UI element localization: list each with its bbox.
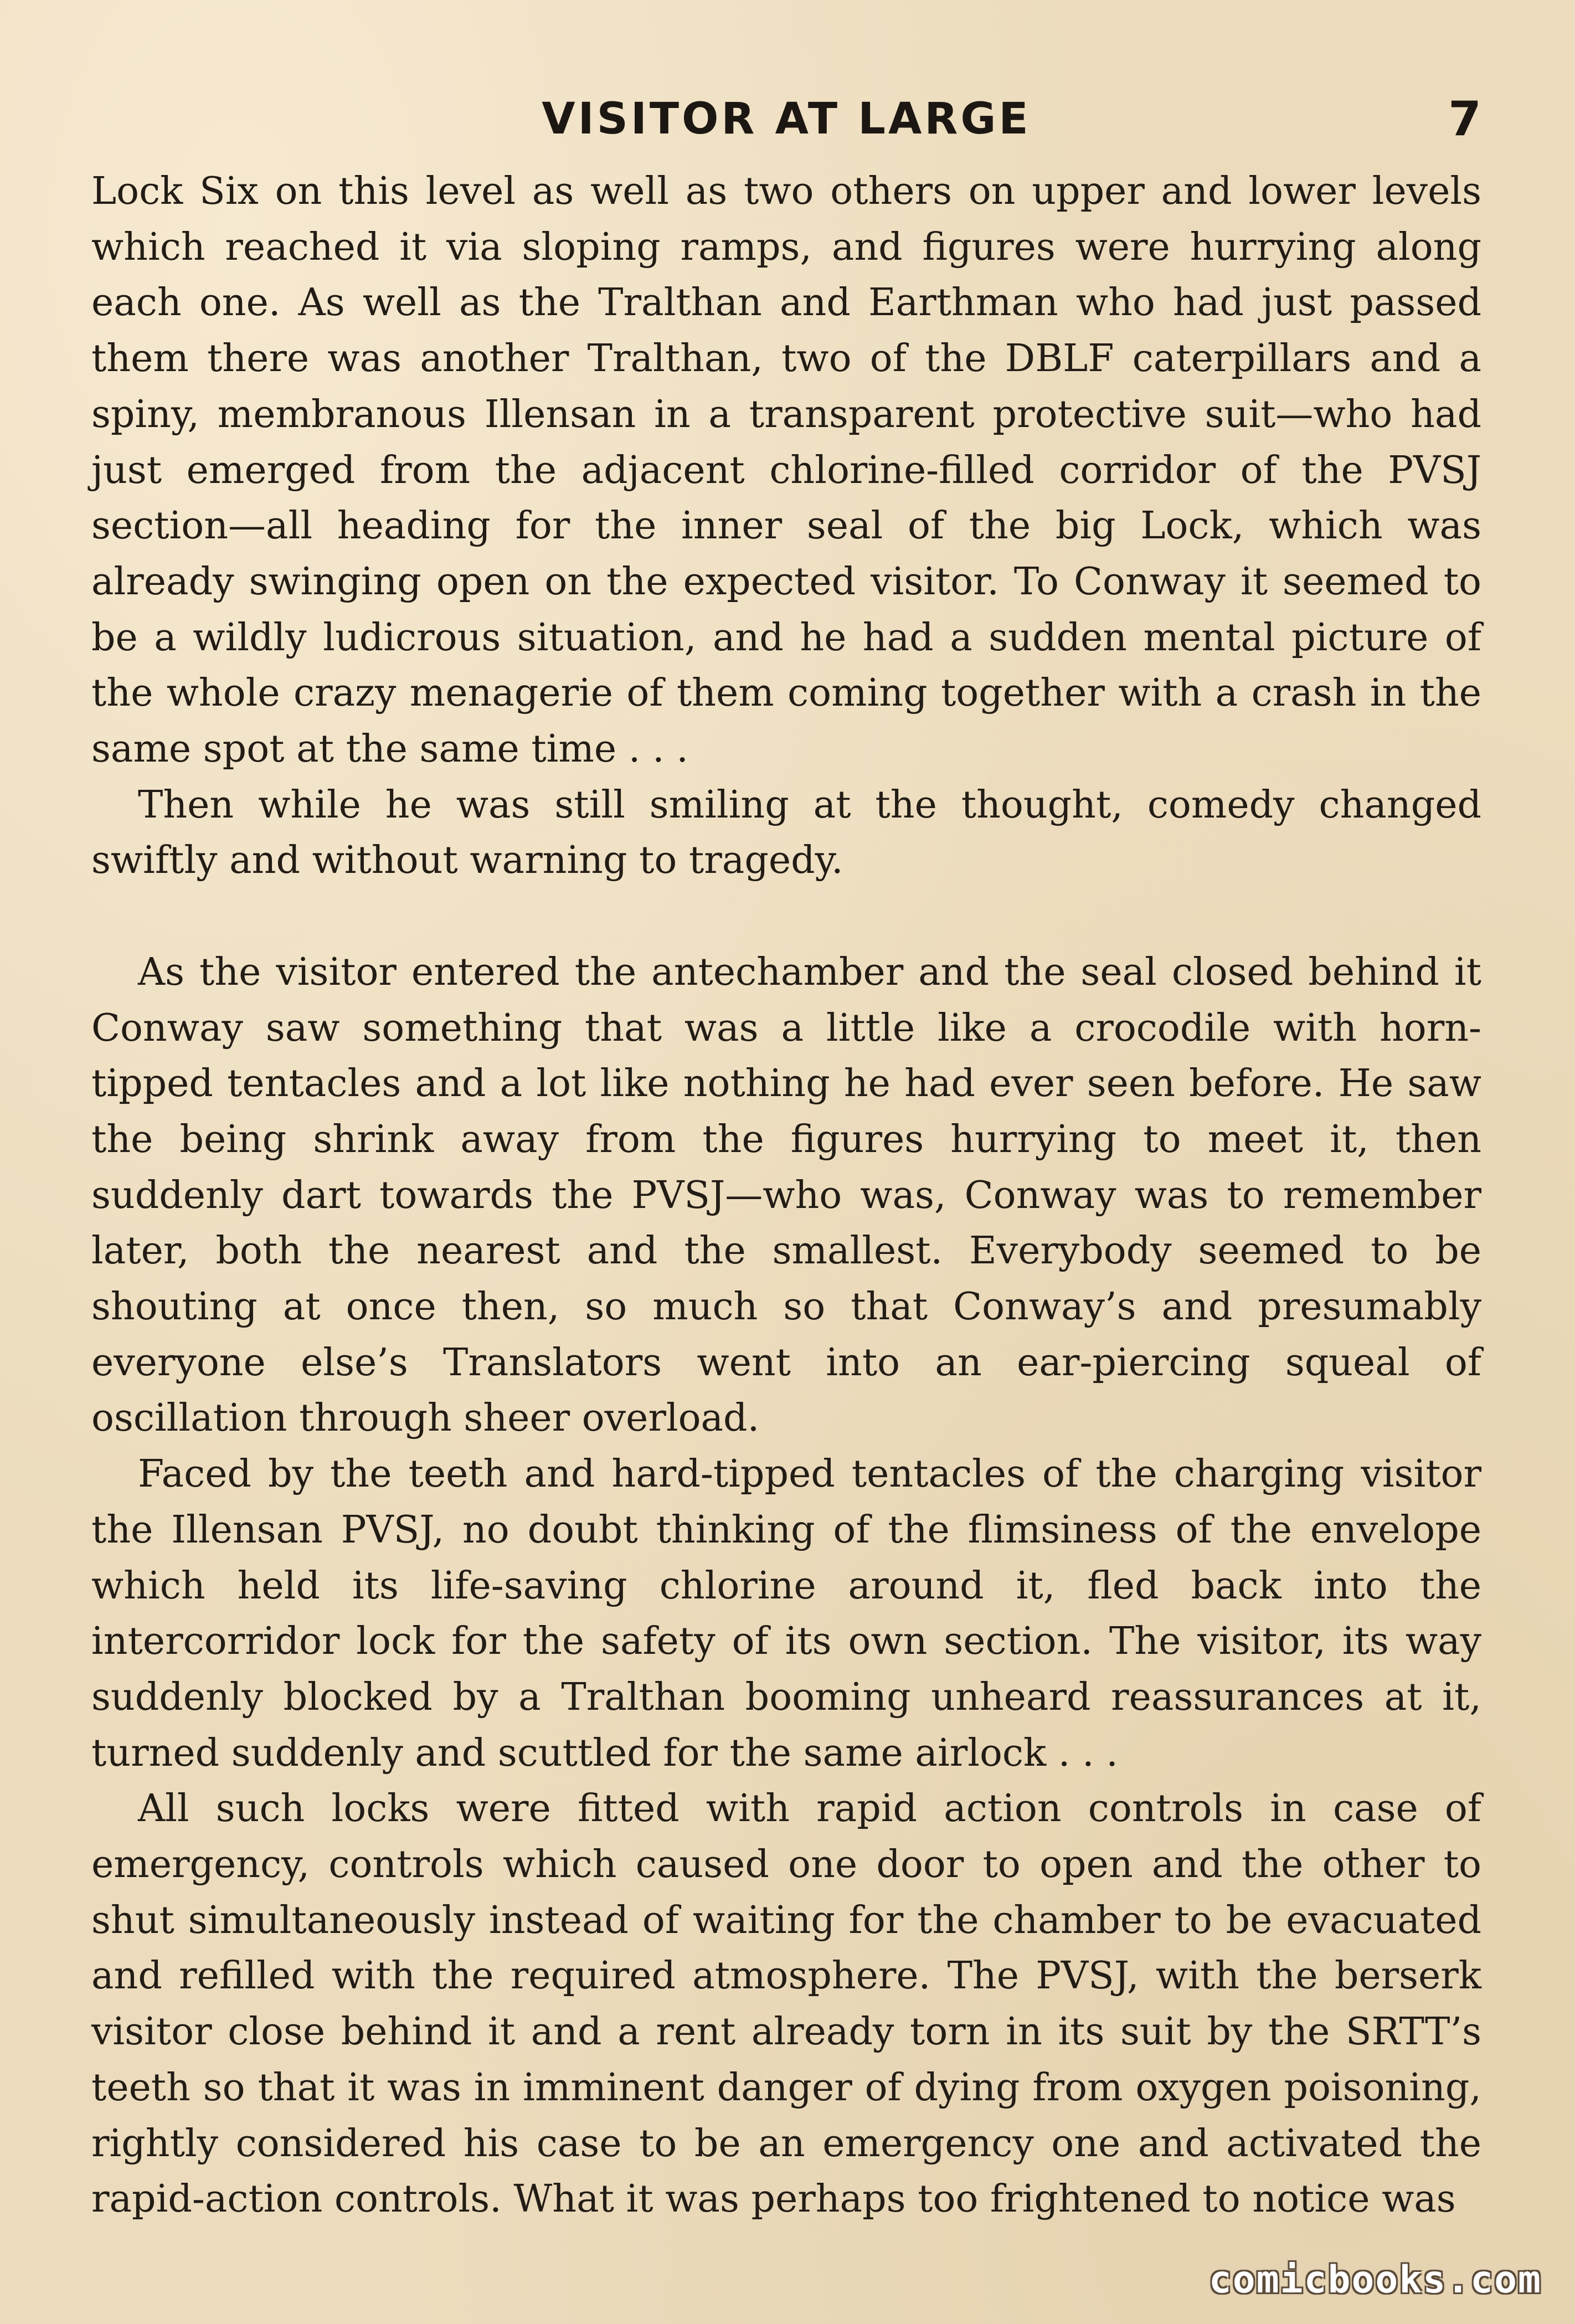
paragraph-2: Then while he was still smiling at the thought, comedy changed swiftly and without warning to tragedy. <box>91 783 1481 883</box>
running-title: VISITOR AT LARGE <box>542 94 1031 144</box>
page-header <box>91 83 1481 155</box>
page-number: 7 <box>1448 91 1481 147</box>
paragraph-4: Faced by the teeth and hard-tipped tentacles of the charging visitor the Illensan PVSJ, no doubt thinking of the flimsiness of the envelope which held its life-saving chlorine around it, fled back into the intercorridor lock for the safety of its own section. The visitor, its way suddenly blocked by a Tralthan booming unheard reassurances at it, turned suddenly and scuttled for the same airlock . . . <box>91 1452 1481 1775</box>
paragraph-3: As the visitor entered the antechamber and the seal closed behind it Conway saw something that was a little like a crocodile with horn-tipped tentacles and a lot like nothing he had ever seen before. He saw the being shrink away from the figures hurrying to meet it, then suddenly dart towards the PVSJ—who was, Conway was to remember later, both the nearest and the smallest. Everybody seemed to be shouting at once then, so much so that Conway’s and presumably everyone else’s Translators went into an ear-piercing squeal of oscillation through sheer overload. <box>91 950 1481 1441</box>
paragraph-1: Lock Six on this level as well as two others on upper and lower levels which reached it via sloping ramps, and figures were hurrying along each one. As well as the Tralthan and Earthman who had just passed them there was another Tralthan, two of the DBLF caterpillars and a spiny, membranous Illensan in a transparent protective suit—who had just emerged from the adjacent chlorine-filled corridor of the PVSJ section—all heading for the inner seal of the big Lock, which was already swinging open on the expected visitor. To Conway it seemed to be a wildly ludicrous situation, and he had a sudden mental picture of the whole crazy menagerie of them coming together with a crash in the same spot at the same time . . . <box>91 169 1481 772</box>
paragraph-5: All such locks were fitted with rapid action controls in case of emergency, controls which caused one door to open and the other to shut simultaneously instead of waiting for the chamber to be evacuated and refilled with the required atmosphere. The PVSJ, with the berserk visitor close behind it and a rent already torn in its suit by the SRTT’s teeth so that it was in imminent danger of dying from oxygen poisoning, rightly considered his case to be an emergency one and activated the rapid-action controls. What it was perhaps too frightened to notice was <box>91 1787 1481 2222</box>
section-break <box>91 889 1481 945</box>
watermark: comicbooks.com <box>1208 2258 1542 2302</box>
body-text <box>91 164 1481 2228</box>
